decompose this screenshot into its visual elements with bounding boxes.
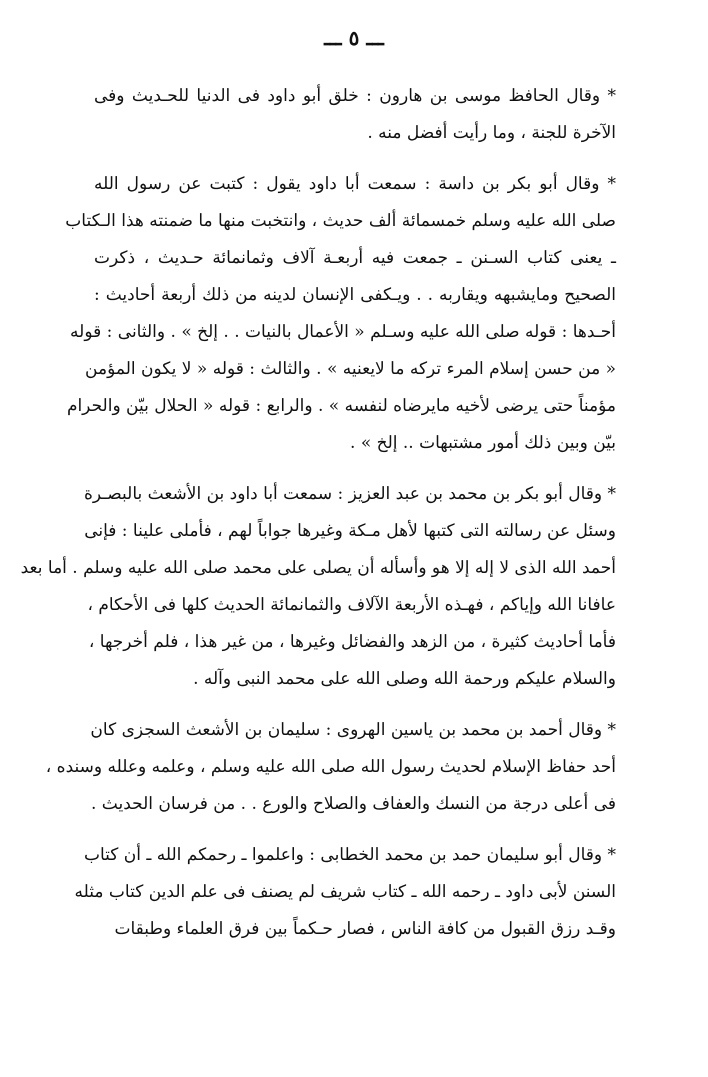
paragraph xyxy=(94,78,616,152)
text-line: فى أعلى درجة من النسك والعفاف والصلاح والورع . . من فرسان الحديث . xyxy=(90,794,616,814)
paragraph xyxy=(65,166,616,462)
text-line: الصحيح ومايشبهه ويقاربه . . ويـكفى الإنسان لدينه من ذلك أربعة أحاديث : xyxy=(94,285,616,305)
text-line: وسئل عن رسالته التى كتبها لأهل مـكة وغيرها جواباً لهم ، فأملى علينا : فإنى xyxy=(84,521,616,541)
text-line: أحمد الله الذى لا إله إلا هو وأسأله أن يصلى على محمد صلى الله عليه وسلم . أما بعد xyxy=(20,558,616,578)
page-body xyxy=(20,78,616,956)
text-line: * وقال أبو بكر بن داسة : سمعت أبا داود يقول : كتبت عن رسول الله xyxy=(94,174,616,194)
page-header xyxy=(0,26,708,50)
text-line: * وقال أبو بكر بن محمد بن عبد العزيز : سمعت أبا داود بن الأشعث بالبصـرة xyxy=(84,484,616,504)
text-line: * وقال أحمد بن محمد بن ياسين الهروى : سليمان بن الأشعث السجزى كان xyxy=(90,720,616,740)
page-number: ـــ ٥ ـــ xyxy=(324,26,384,50)
paragraph xyxy=(20,476,616,698)
text-line: * وقال أبو سليمان حمد بن محمد الخطابى : واعلموا ـ رحمكم الله ـ أن كتاب xyxy=(83,845,616,865)
text-line: ـ يعنى كتاب السـنن ـ جمعت فيه أربعـة آلاف وثمانمائة حـديث ، ذكرت xyxy=(94,248,616,268)
text-line: * وقال الحافظ موسى بن هارون : خلق أبو داود فى الدنيا للحـديث وفى xyxy=(94,86,616,106)
text-line: وقـد رزق القبول من كافة الناس ، فصار حـكماً بين فرق العلماء وطبقات xyxy=(114,919,616,939)
text-line: بيّن وبين ذلك أمور مشتبهات .. إلخ » . xyxy=(350,433,616,453)
text-line: صلى الله عليه وسلم خمسمائة ألف حديث ، وانتخبت منها ما ضمنته هذا الـكتاب xyxy=(65,211,616,231)
text-line: أحد حفاظ الإسلام لحديث رسول الله صلى الله عليه وسلم ، وعلمه وعلله وسنده ، xyxy=(45,757,616,777)
text-line: فأما أحاديث كثيرة ، من الزهد والفضائل وغيرها ، من غير هذا ، فلم أخرجها ، xyxy=(88,632,616,652)
paragraph xyxy=(45,712,616,823)
text-line: الآخرة للجنة ، وما رأيت أفضل منه . xyxy=(367,123,616,143)
text-line: عافانا الله وإياكم ، فهـذه الأربعة الآلاف والثمانمائة الحديث كلها فى الأحكام ، xyxy=(87,595,616,615)
text-line: مؤمناً حتى يرضى لأخيه مايرضاه لنفسه » . والرابع : قوله « الحلال بيّن والحرام xyxy=(66,396,616,416)
text-line: أحـدها : قوله صلى الله عليه وسـلم « الأعمال بالنيات . . إلخ » . والثانى : قوله xyxy=(70,322,616,342)
paragraph xyxy=(74,837,616,948)
text-line: والسلام عليكم ورحمة الله وصلى الله على محمد النبى وآله . xyxy=(193,669,616,689)
text-line: « من حسن إسلام المرء تركه ما لايعنيه » . والثالث : قوله « لا يكون المؤمن xyxy=(85,359,616,379)
text-line: السنن لأبى داود ـ رحمه الله ـ كتاب شريف لم يصنف فى علم الدين كتاب مثله xyxy=(74,882,616,902)
